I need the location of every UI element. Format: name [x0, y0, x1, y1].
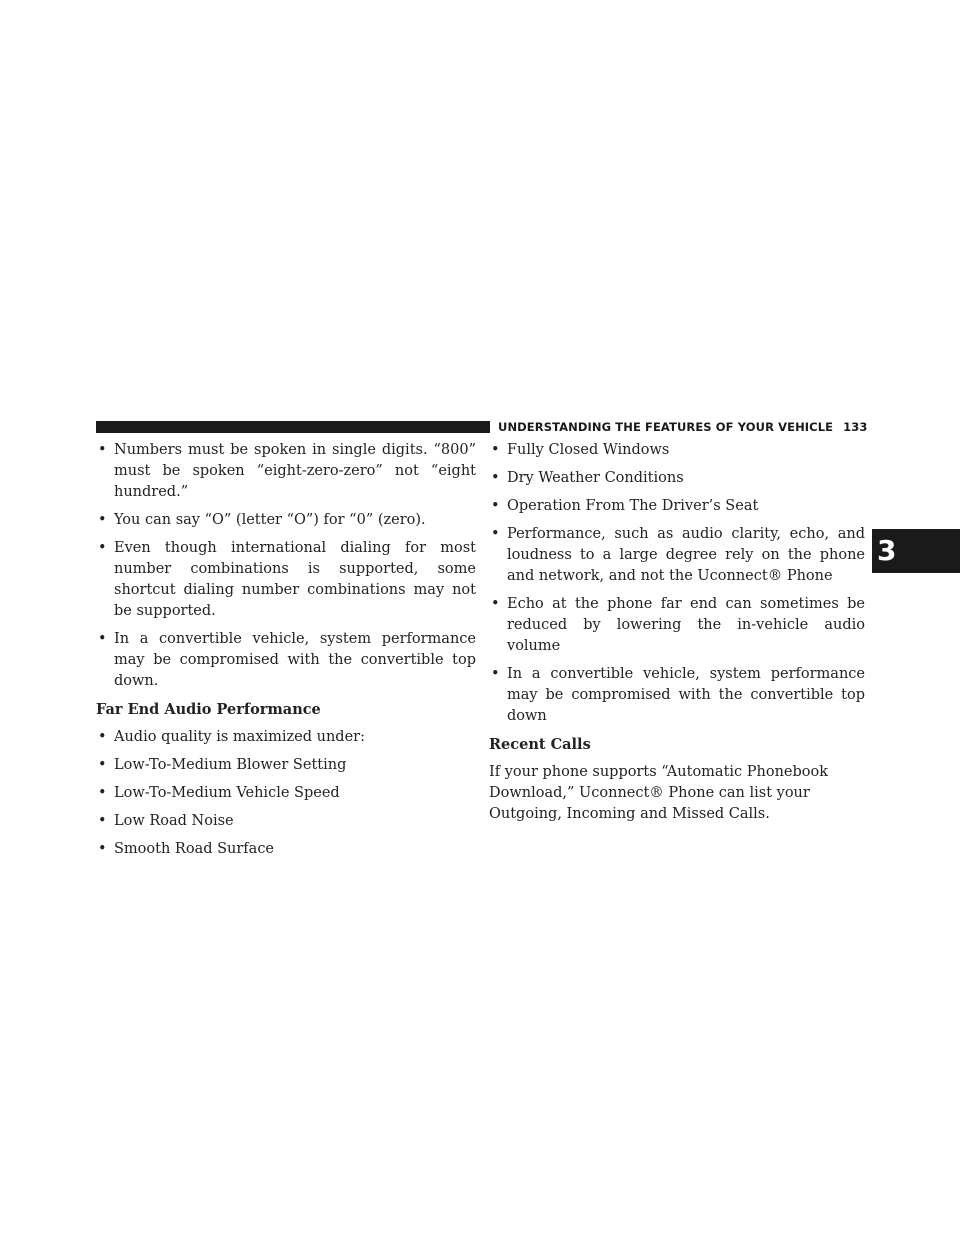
list-item: • Audio quality is maximized under:: [96, 727, 476, 748]
bullet-icon: •: [491, 442, 500, 458]
list-item: • Dry Weather Conditions: [489, 468, 865, 489]
body-paragraph: If your phone supports “Automatic Phonebook Download,” Uconnect® Phone can list your Outgoing, Incoming and Missed Calls.: [489, 764, 829, 822]
bullet-icon: •: [491, 666, 500, 682]
list-item: • You can say “O” (letter “O”) for “0” (zero).: [96, 510, 476, 531]
list-item: • Low-To-Medium Vehicle Speed: [96, 783, 476, 804]
bullet-icon: •: [98, 841, 107, 857]
bullet-icon: •: [491, 470, 500, 486]
left-column: [96, 440, 476, 867]
running-header: [498, 420, 867, 434]
list-item: • Low Road Noise: [96, 811, 476, 832]
header-rule: [96, 421, 490, 433]
list-item: • Numbers must be spoken in single digits. “800” must be spoken “eight-zero-zero” not “eight hundred.”: [98, 442, 476, 500]
list-item: • Low-To-Medium Blower Setting: [96, 755, 476, 776]
bullet-icon: •: [98, 757, 107, 773]
page-number: 133: [843, 420, 868, 434]
bullet-icon: •: [98, 442, 107, 458]
list-item: • In a convertible vehicle, system performance may be compromised with the convertible top down.: [98, 631, 476, 689]
bullet-icon: •: [98, 813, 107, 829]
section-heading: Recent Calls: [489, 736, 591, 753]
section-heading: Far End Audio Performance: [96, 701, 321, 718]
list-item: • Even though international dialing for most number combinations is supported, some shortcut dialing number combinations may not be supported.: [98, 540, 476, 619]
right-column: [489, 440, 865, 825]
section-title: UNDERSTANDING THE FEATURES OF YOUR VEHICLE: [498, 420, 834, 434]
list-item: • In a convertible vehicle, system performance may be compromised with the convertible top down: [491, 666, 865, 724]
list-item: • Fully Closed Windows: [489, 440, 865, 461]
list-item: • Performance, such as audio clarity, echo, and loudness to a large degree rely on the phone and network, and not the Uconnect® Phone: [491, 526, 865, 584]
chapter-tab: 3: [872, 529, 960, 573]
bullet-icon: •: [98, 729, 107, 745]
list-item: • Smooth Road Surface: [96, 839, 476, 860]
list-item: • Operation From The Driver’s Seat: [489, 496, 865, 517]
bullet-icon: •: [491, 498, 500, 514]
bullet-icon: •: [491, 526, 500, 542]
bullet-icon: •: [491, 596, 500, 612]
bullet-icon: •: [98, 512, 107, 528]
bullet-icon: •: [98, 785, 107, 801]
bullet-icon: •: [98, 631, 107, 647]
bullet-icon: •: [98, 540, 107, 556]
list-item: • Echo at the phone far end can sometimes be reduced by lowering the in-vehicle audio volume: [491, 596, 865, 654]
